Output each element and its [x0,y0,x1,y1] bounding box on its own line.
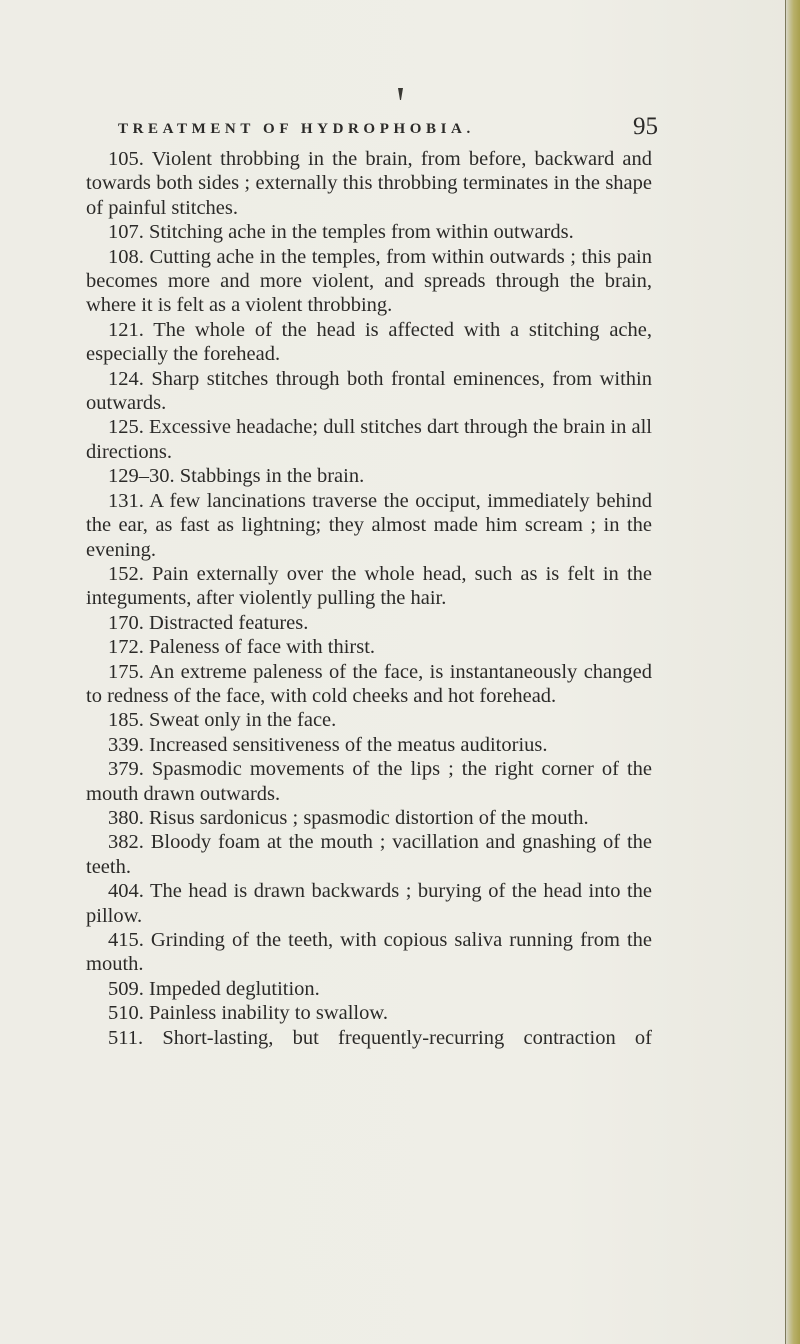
entry-125: 125. Excessive headache; dull stitches dart through the brain in all directions. [86,416,652,463]
entry-124: 124. Sharp stitches through both frontal eminences, from within outwards. [86,367,652,415]
entry-129-30: 129–30. Stabbings in the brain. [108,465,365,488]
entry-172: 172. Paleness of face with thirst. [108,636,376,659]
entry-175: 175. An extreme paleness of the face, is instantaneously changed to redness of the face, with cold cheeks and hot forehead. [86,660,652,707]
entry-510: 510. Painless inability to swallow. [108,1002,388,1025]
entry-379: 379. Spasmodic movements of the lips ; the right corner of the mouth drawn outwards. [86,758,652,805]
entry-511: 511. Short-lasting, but frequently-recurring contraction of [108,1026,652,1049]
entry-404: 404. The head is drawn backwards ; burying of the head into the pillow. [86,880,652,927]
entry-105: 105. Violent throbbing in the brain, from before, backward and towards both sides ; externally this throbbing terminates in the shape of painful stitches. [86,148,652,219]
page-header [118,113,658,145]
entry-339: 339. Increased sensitiveness of the meatus auditorius. [108,733,548,756]
entry-509: 509. Impeded deglutition. [108,977,320,1000]
entry-382: 382. Bloody foam at the mouth ; vacillation and gnashing of the teeth. [86,831,652,878]
entry-185: 185. Sweat only in the face. [108,709,337,732]
entry-152: 152. Pain externally over the whole head, such as is felt in the integuments, after violently pulling the hair. [86,562,652,610]
body-text [86,147,652,1050]
entry-108: 108. Cutting ache in the temples, from within outwards ; this pain becomes more and more violent, and spreads through the brain, where it is felt as a violent throbbing. [86,245,652,317]
entry-170: 170. Distracted features. [108,611,309,634]
entry-415: 415. Grinding of the teeth, with copious saliva running from the mouth. [86,929,652,976]
ink-mark-icon [397,88,404,100]
page-number: 95 [633,113,658,140]
entry-107: 107. Stitching ache in the temples from within outwards. [108,221,574,244]
running-head: TREATMENT OF HYDROPHOBIA. [118,121,475,137]
entry-380: 380. Risus sardonicus ; spasmodic distortion of the mouth. [108,806,589,829]
page-edge [786,0,800,1344]
entry-121: 121. The whole of the head is affected with a stitching ache, especially the forehead. [86,318,652,366]
entry-131: 131. A few lancinations traverse the occiput, immediately behind the ear, as fast as lightning; they almost made him scream ; in the evening. [86,489,652,561]
